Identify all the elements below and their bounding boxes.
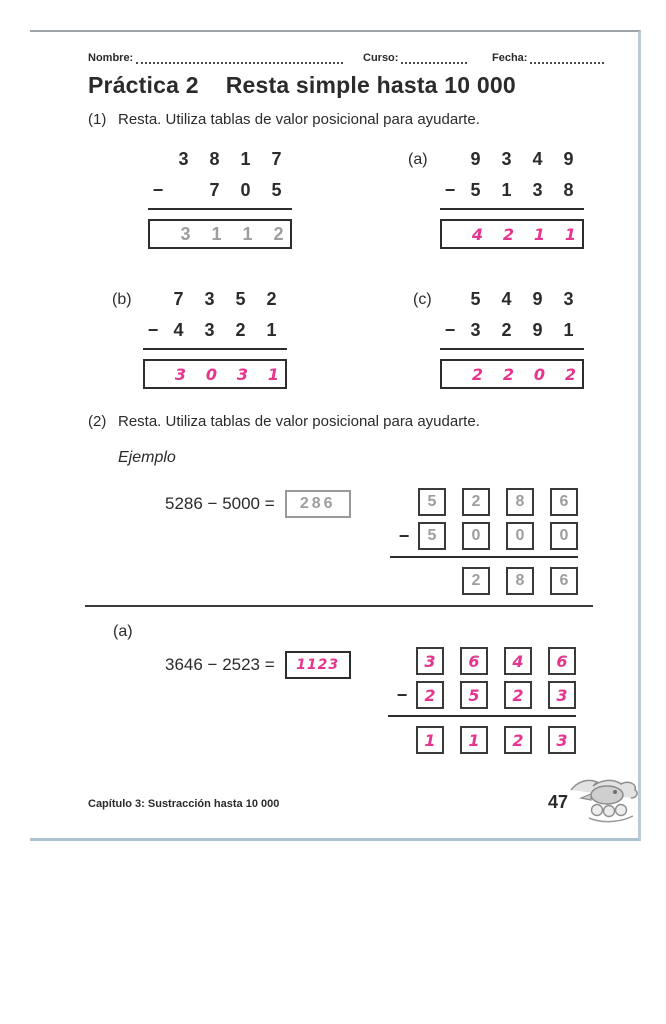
example-equation-row	[165, 490, 351, 518]
subtraction-problem-1	[148, 144, 292, 249]
subtraction-line	[440, 348, 584, 350]
digit: 3	[501, 149, 512, 169]
section2-instruction	[88, 413, 480, 430]
digit: 8	[209, 149, 220, 169]
digit: 7	[173, 289, 184, 309]
digit: 2	[266, 289, 277, 309]
digit-box: 5	[418, 522, 446, 550]
digit: 3	[532, 180, 543, 200]
minus-sign: −	[398, 525, 410, 546]
section1-number: (1)	[88, 111, 107, 128]
answer-digit: 3	[180, 223, 191, 244]
digit: 5	[470, 180, 481, 200]
digit-box[interactable]: 3	[548, 726, 576, 754]
digit-box: 8	[506, 488, 534, 516]
digit: 7	[209, 180, 220, 200]
digit-box: 5	[418, 488, 446, 516]
problem-c-label: (c)	[413, 291, 432, 308]
digit: 5	[235, 289, 246, 309]
dragon-doodle-illustration	[567, 774, 641, 831]
answer-digit: 2	[502, 224, 515, 244]
digit-box: 2	[416, 681, 444, 709]
result-row	[390, 567, 594, 595]
digit: 1	[501, 180, 512, 200]
minus-sign: −	[152, 180, 164, 200]
page-number: 47	[548, 792, 569, 812]
name-field-group	[88, 52, 343, 64]
digit-box: 0	[506, 522, 534, 550]
subtraction-line	[148, 208, 292, 210]
minus-sign: −	[444, 320, 456, 340]
minuend-row	[440, 144, 584, 175]
section1-instruction-text: Resta. Utiliza tablas de valor posicional para ayudarte.	[118, 111, 480, 128]
section2-number: (2)	[88, 413, 107, 430]
digit: 3	[204, 320, 215, 340]
minus-sign: −	[396, 684, 408, 705]
answer-box[interactable]	[148, 219, 292, 249]
date-label: Fecha:	[492, 52, 528, 64]
answer-box[interactable]	[440, 359, 584, 389]
problem-b-label: (b)	[112, 291, 132, 308]
part-a-equation-row	[165, 651, 351, 679]
digit: 4	[532, 149, 543, 169]
footer-chapter: Capítulo 3: Sustracción hasta 10 000	[88, 798, 280, 810]
part-a-place-value-grid	[388, 647, 592, 760]
digit: 5	[470, 289, 481, 309]
digit: 7	[271, 149, 282, 169]
digit-box: 3	[548, 681, 576, 709]
result-row	[388, 726, 592, 754]
problem-a-label: (a)	[408, 151, 428, 168]
minuend-row	[440, 284, 584, 315]
subtrahend-row	[440, 175, 584, 206]
section2-instruction-text: Resta. Utiliza tablas de valor posicional para ayudarte.	[118, 413, 480, 430]
minus-sign: −	[147, 320, 159, 340]
name-fill-in-line[interactable]	[136, 52, 343, 64]
date-fill-in-line[interactable]	[530, 52, 604, 64]
digit-box: 5	[460, 681, 488, 709]
digit: 4	[501, 289, 512, 309]
answer-digit: 3	[174, 364, 187, 384]
digit-box[interactable]: 6	[550, 567, 578, 595]
course-field-group	[363, 52, 467, 64]
minuend-row	[143, 284, 287, 315]
subtrahend-row	[440, 315, 584, 346]
digit: 3	[563, 289, 574, 309]
subtraction-problem-a	[440, 144, 584, 249]
course-fill-in-line[interactable]	[401, 52, 467, 64]
digit: 2	[235, 320, 246, 340]
digit: 9	[563, 149, 574, 169]
digit-box: 6	[548, 647, 576, 675]
subtrahend-row	[148, 175, 292, 206]
subtrahend-row	[388, 681, 592, 709]
digit-box[interactable]: 8	[506, 567, 534, 595]
subtrahend-row	[143, 315, 287, 346]
answer-digit: 3	[236, 364, 249, 384]
minuend-row	[148, 144, 292, 175]
part-a-answer-box[interactable]: 1123	[285, 651, 351, 679]
answer-digit: 0	[533, 364, 546, 384]
answer-digit: 0	[205, 364, 218, 384]
subtraction-line	[143, 348, 287, 350]
digit: 2	[501, 320, 512, 340]
digit: 5	[271, 180, 282, 200]
example-answer-box[interactable]: 286	[285, 490, 351, 518]
subtraction-line	[440, 208, 584, 210]
minuend-row	[390, 488, 594, 516]
digit: 9	[470, 149, 481, 169]
section1-instruction	[88, 111, 480, 128]
subtraction-line	[390, 556, 578, 558]
digit: 9	[532, 320, 543, 340]
digit: 3	[470, 320, 481, 340]
digit-box: 0	[462, 522, 490, 550]
subtraction-problem-c	[440, 284, 584, 389]
example-place-value-grid	[390, 488, 594, 601]
digit-box: 0	[550, 522, 578, 550]
answer-digit: 1	[533, 224, 546, 244]
name-label: Nombre:	[88, 52, 134, 64]
answer-digit: 1	[211, 223, 222, 244]
digit-box: 6	[460, 647, 488, 675]
answer-digit: 1	[267, 364, 280, 384]
digit-box: 4	[504, 647, 532, 675]
digit: 1	[240, 149, 251, 169]
digit: 4	[173, 320, 184, 340]
section-divider	[85, 605, 593, 607]
minuend-row	[388, 647, 592, 675]
digit: 0	[240, 180, 251, 200]
answer-digit: 2	[502, 364, 515, 384]
digit: 1	[563, 320, 574, 340]
answer-digit: 1	[242, 223, 253, 244]
digit-box: 3	[416, 647, 444, 675]
digit: 8	[563, 180, 574, 200]
course-label: Curso:	[363, 52, 399, 64]
example-equation: 5286 − 5000 =	[165, 494, 275, 513]
answer-digit: 1	[564, 224, 577, 244]
digit-box[interactable]: 1	[416, 726, 444, 754]
digit-box[interactable]: 2	[504, 726, 532, 754]
digit-box: 2	[462, 488, 490, 516]
digit: 1	[266, 320, 277, 340]
answer-box[interactable]	[440, 219, 584, 249]
digit: 3	[178, 149, 189, 169]
answer-digit: 2	[273, 223, 284, 244]
worksheet-page	[30, 30, 641, 841]
digit-box[interactable]: 1	[460, 726, 488, 754]
subtrahend-row	[390, 522, 594, 550]
page-title	[88, 72, 516, 99]
subtraction-line	[388, 715, 576, 717]
digit: 3	[204, 289, 215, 309]
lesson-number: Práctica 2	[88, 72, 199, 98]
answer-digit: 4	[471, 224, 484, 244]
digit-box: 6	[550, 488, 578, 516]
part-a-label: (a)	[113, 623, 133, 640]
lesson-name: Resta simple hasta 10 000	[225, 72, 516, 98]
example-label: Ejemplo	[118, 449, 176, 466]
part-a-equation: 3646 − 2523 =	[165, 655, 275, 674]
answer-box[interactable]	[143, 359, 287, 389]
digit: 9	[532, 289, 543, 309]
minus-sign: −	[444, 180, 456, 200]
date-field-group	[492, 52, 604, 64]
digit-box[interactable]: 2	[462, 567, 490, 595]
subtraction-problem-b	[143, 284, 287, 389]
digit-box: 2	[504, 681, 532, 709]
answer-digit: 2	[564, 364, 577, 384]
answer-digit: 2	[471, 364, 484, 384]
